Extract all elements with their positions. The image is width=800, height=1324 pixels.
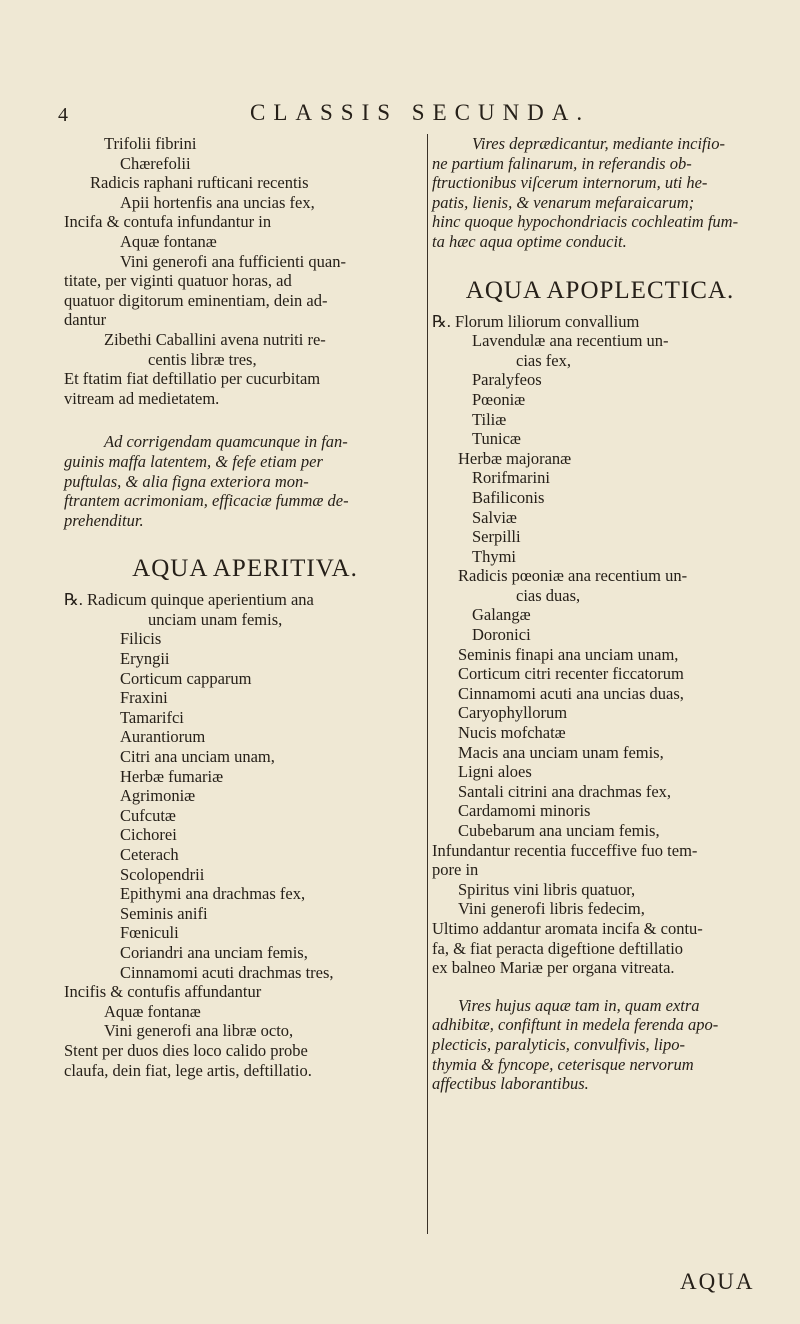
text-line: Radicis raphani rufticani recentis [90,173,309,193]
left-column [64,134,426,1080]
text-line: Cardamomi minoris [458,801,591,821]
text-line: Cinnamomi acuti ana uncias duas, [458,683,684,703]
page-number: 4 [58,104,68,126]
recipe-text-block [432,312,768,978]
text-line: dantur [64,310,107,330]
text-line: Scolopendrii [120,864,205,884]
text-line: Fœniculi [120,923,179,943]
text-line: ex balneo Mariæ per organa vitreata. [432,958,675,978]
text-line: vitream ad medietatem. [64,388,220,408]
right-column [432,134,768,1094]
text-line: Radicis pœoniæ ana recentium un- [458,566,688,586]
text-line: Corticum citri recenter ficcatorum [458,664,684,684]
text-line: ftructionibus viſcerum internorum, uti he- [432,173,708,193]
text-line: Ligni aloes [458,762,532,782]
text-line: Caryophyllorum [458,703,568,723]
text-line: Tunicæ [472,429,521,449]
text-line: ta hæc aqua optime conducit. [432,231,627,251]
recipe-text-block [64,590,426,1080]
virtues-note [432,996,768,1094]
text-line: Chærefolii [120,153,191,173]
text-line: Trifolii fibrini [104,134,197,153]
text-line: Cichorei [120,825,177,845]
text-line: fa, & fiat peracta digeftione deftillatio [432,938,684,958]
text-line: Tamarifci [120,707,184,727]
text-line: plecticis, paralyticis, convulfivis, lipo- [432,1034,685,1054]
text-line: quatuor digitorum eminentiam, dein ad- [64,290,328,310]
recipe-text-block [64,134,426,408]
text-line: Seminis anifi [120,903,208,923]
text-line: centis libræ tres, [148,349,257,369]
text-line: titate, per viginti quatuor horas, ad [64,271,292,291]
text-line: Coriandri ana unciam femis, [120,942,308,962]
text-line: Cufcutæ [120,805,176,825]
text-line: Nucis mofchatæ [458,723,566,743]
text-line: Fraxini [120,688,168,708]
text-line: patis, lienis, & venarum mefaraicarum; [432,192,695,212]
text-line: Infundantur recentia fucceffive fuo tem- [432,840,698,860]
text-line: Incifa & contufa infundantur in [64,212,272,232]
text-line: Bafiliconis [472,487,545,507]
text-line: Agrimoniæ [120,786,196,806]
text-line: unciam unam femis, [148,609,283,629]
text-line: Apii hortenfis ana uncias fex, [120,192,315,212]
section-title: AQUA APERITIVA. [132,555,358,583]
text-line: Paralyfeos [472,370,542,390]
column-divider [427,134,428,1234]
text-line: ℞. Radicum quinque aperientium ana [64,590,314,610]
text-line: ftrantem acrimoniam, efficaciæ fummæ de- [64,491,349,511]
text-line: Thymi [472,546,516,566]
text-line: Aquæ fontanæ [104,1001,201,1021]
text-line: claufa, dein fiat, lege artis, deftillatio. [64,1060,312,1080]
text-line: puftulas, & alia figna exteriora mon- [64,471,309,491]
text-line: affectibus laborantibus. [432,1074,589,1094]
text-line: Cinnamomi acuti drachmas tres, [120,962,334,982]
text-line: Macis ana unciam unam femis, [458,742,664,762]
text-line: cias fex, [516,350,571,370]
text-line: Spiritus vini libris quatuor, [458,879,636,899]
text-line: pore in [432,860,479,880]
text-line: Vini generofi ana fufficienti quan- [120,251,346,271]
text-line: Santali citrini ana drachmas fex, [458,781,672,801]
text-line: Et ftatim fiat deftillatio per cucurbitam [64,369,321,389]
text-line: Corticum capparum [120,668,252,688]
text-line: Incifis & contufis affundantur [64,982,262,1002]
text-line: Serpilli [472,527,521,547]
text-line: Seminis finapi ana unciam unam, [458,644,679,664]
text-line: Herbæ majoranæ [458,448,572,468]
catchword: AQUA [680,1269,755,1294]
text-line: Aurantiorum [120,727,206,747]
text-line: hinc quoque hypochondriacis cochleatim fum- [432,212,739,232]
running-header: CLASSIS SECUNDA. [250,100,591,125]
text-line: cias duas, [516,585,581,605]
text-line: Vini generofi libris fedecim, [458,899,645,919]
text-line: Zibethi Caballini avena nutriti re- [104,329,326,349]
text-line: Vini generofi ana libræ octo, [104,1021,294,1041]
text-line: Vires hujus aquæ tam in, quam extra [458,995,700,1015]
text-line: Doronici [472,625,531,645]
text-line: Ceterach [120,845,179,864]
text-line: Cubebarum ana unciam femis, [458,821,660,840]
text-line: Eryngii [120,649,170,669]
text-line: Citri ana unciam unam, [120,747,275,767]
text-line: Pœoniæ [472,389,526,409]
text-line: thymia & fyncope, ceterisque nervorum [432,1054,694,1074]
text-line: guinis maffa latentem, & fefe etiam per [64,451,323,471]
text-line: Tiliæ [472,409,507,429]
text-line: Vires deprædicantur, mediante incifio- [472,134,725,153]
text-line: Herbæ fumariæ [120,766,224,786]
text-line: Filicis [120,629,162,649]
text-line: ne partium falinarum, in referandis ob- [432,153,692,173]
text-line: prehenditur. [64,510,144,530]
text-line: Salviæ [472,507,517,527]
virtues-note [432,134,768,252]
text-line: Galangæ [472,605,531,625]
text-line: ℞. Florum liliorum convallium [432,311,640,331]
text-line: Aquæ fontanæ [120,231,217,251]
text-line: Epithymi ana drachmas fex, [120,884,306,904]
text-line: Ultimo addantur aromata incifa & contu- [432,918,703,938]
section-title: AQUA APOPLECTICA. [465,276,735,304]
text-line: Ad corrigendam quamcunque in fan- [104,432,348,452]
text-line: Lavendulæ ana recentium un- [472,331,669,351]
text-line: Rorifmarini [472,468,550,488]
text-line: adhibitæ, confiftunt in medela ferenda apo- [432,1015,719,1035]
virtues-note [64,432,426,530]
text-line: Stent per duos dies loco calido probe [64,1040,308,1060]
